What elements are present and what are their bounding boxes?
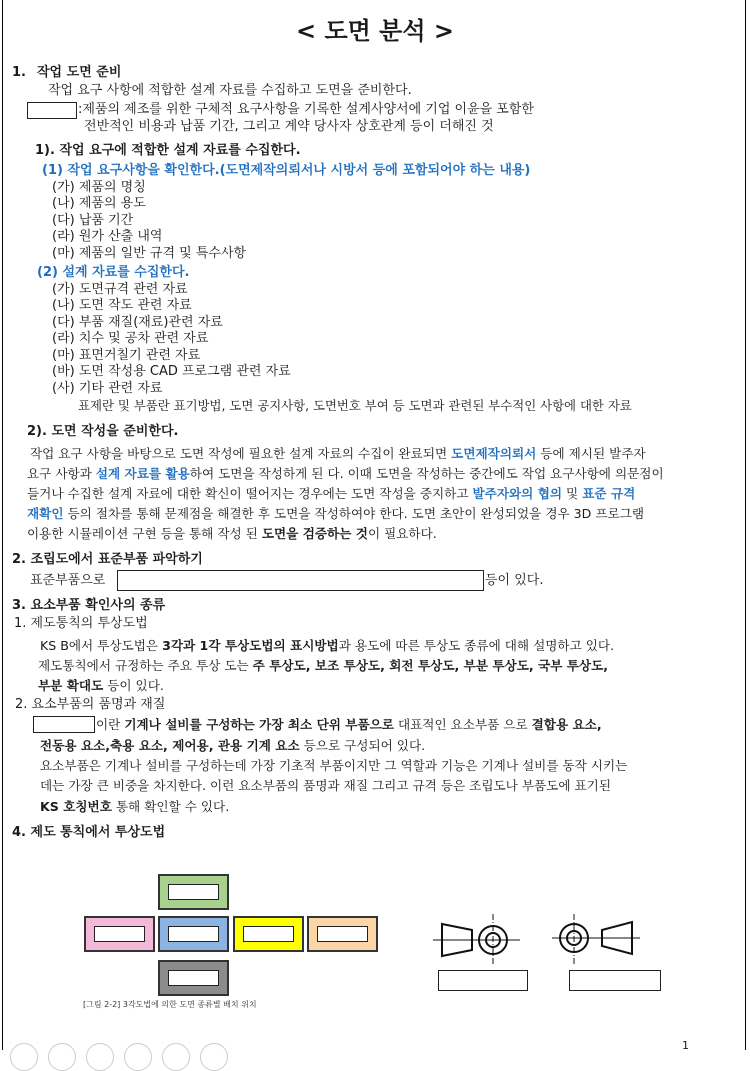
item-2-note: 표제란 및 부품란 표기방법, 도면 공지사항, 도면번호 부여 등 도면과 관련된 부수적인 사항에 대한 자료 <box>78 398 632 413</box>
top-view-label-slot <box>168 884 219 900</box>
list-item: (사) 기타 관련 자료 <box>52 381 163 396</box>
section-3-heading: 3. 요소부품 확인사의 종류 <box>12 598 166 613</box>
rear-view-box <box>307 916 378 952</box>
paragraph-line: 이란 기계나 설비를 구성하는 가장 최소 단위 부품으로 대표적인 요소부품 으로 결합용 요소, <box>96 717 602 732</box>
list-item: (나) 제품의 용도 <box>52 196 146 211</box>
paragraph-line: 데는 가장 큰 비중을 차지한다. 이런 요소부품의 품명과 재질 그리고 규격 등은 조립도나 부품도에 표기된 <box>40 778 612 793</box>
paragraph-line: 전동용 요소,축용 요소, 제어용, 관용 기계 요소 등으로 구성되어 있다. <box>40 738 426 753</box>
paragraph-line: 부분 확대도 등이 있다. <box>38 678 164 693</box>
decorative-circle <box>200 1043 228 1071</box>
front-view-box <box>158 916 229 952</box>
standard-parts-answer-box[interactable] <box>117 570 484 591</box>
definition-line-1: :제품의 제조를 위한 구체적 요구사항을 기록한 설계사양서에 기업 이윤을 포함한 <box>78 102 534 117</box>
list-item: (가) 제품의 명칭 <box>52 180 146 195</box>
paragraph-line: 요소부품은 기계나 설비를 구성하는데 가장 기초적 부품이지만 그 역할과 기능은 기계나 설비를 동작 시키는 <box>40 758 628 773</box>
figure-caption: [그림 2-2] 3각도법에 의한 도면 종류별 배치 위치 <box>83 1000 257 1009</box>
section-3-sub1: 1. 제도통칙의 투상도법 <box>14 616 148 631</box>
right-view-label-slot <box>243 926 294 942</box>
list-item: (바) 도면 작성용 CAD 프로그램 관련 자료 <box>52 364 291 379</box>
definition-line-2: 전반적인 비용과 납품 기간, 그리고 계약 당사자 상호관계 등이 더해진 것 <box>84 119 494 134</box>
page-border-left <box>2 0 3 1050</box>
page-number: 1 <box>682 1039 689 1052</box>
section-1-number: 1. <box>12 65 26 80</box>
blank-answer-box[interactable] <box>27 102 77 119</box>
paragraph-line: 작업 요구 사항을 바탕으로 도면 작성에 필요한 설계 자료의 수집이 완료되면 도면제작의뢰서 등에 제시된 발주자 <box>30 446 646 461</box>
list-item: (나) 도면 작도 관련 자료 <box>52 298 192 313</box>
paragraph-line: KS B에서 투상도법은 3각과 1각 투상도법의 표시방법과 용도에 따른 투상도 종류에 대해 설명하고 있다. <box>40 638 615 653</box>
decorative-circle <box>162 1043 190 1071</box>
left-view-label-slot <box>94 926 145 942</box>
item-1-title: (1) 작업 요구사항을 확인한다.(도면제작의뢰서나 시방서 등에 포함되어야 하는 내용) <box>42 163 531 178</box>
section-2-pre: 표준부품으로 <box>30 573 106 588</box>
section-1-intro: 작업 요구 사항에 적합한 설계 자료를 수집하고 도면을 준비한다. <box>48 83 412 98</box>
list-item: (마) 제품의 일반 규격 및 특수사항 <box>52 246 247 261</box>
section-1-heading: 작업 도면 준비 <box>37 65 122 80</box>
section-3-sub2: 2. 요소부품의 품명과 재질 <box>15 697 166 712</box>
projection-answer-box-1[interactable] <box>438 970 528 991</box>
section-2-post: 등이 있다. <box>485 573 544 588</box>
decorative-circle <box>86 1043 114 1071</box>
bottom-view-box <box>158 960 229 996</box>
section-2-heading: 2. 조립도에서 표준부품 파악하기 <box>12 552 203 567</box>
page-title: < 도면 분석 > <box>295 17 455 45</box>
left-view-box <box>84 916 155 952</box>
paragraph-line: KS 호칭번호 통해 확인할 수 있다. <box>40 799 230 814</box>
list-item: (라) 치수 및 공차 관련 자료 <box>52 331 209 346</box>
subsection-1-title: 1). 작업 요구에 적합한 설계 자료를 수집한다. <box>35 143 301 158</box>
right-view-box <box>233 916 304 952</box>
decorative-circle <box>10 1043 38 1071</box>
section-4-heading: 4. 제도 통칙에서 투상도법 <box>12 825 166 840</box>
list-item: (다) 납품 기간 <box>52 213 134 228</box>
bottom-view-label-slot <box>168 970 219 986</box>
list-item: (가) 도면규격 관련 자료 <box>52 282 188 297</box>
paragraph-line: 제도통칙에서 규정하는 주요 투상 도는 주 투상도, 보조 투상도, 회전 투상도, 부분 투상도, 국부 투상도, <box>38 658 609 673</box>
item-2-title: (2) 설계 자료를 수집한다. <box>37 265 190 280</box>
subsection-2-title: 2). 도면 작성을 준비한다. <box>27 424 179 439</box>
paragraph-line: 이용한 시뮬레이션 구현 등을 통해 작성 된 도면을 검증하는 것이 필요하다. <box>27 526 437 541</box>
decorative-circle <box>124 1043 152 1071</box>
paragraph-line: 들거나 수집한 설계 자료에 대한 확신이 떨어지는 경우에는 도면 작성을 중지하고 발주자와의 협의 및 표준 규격 <box>27 486 636 501</box>
page-border-right <box>745 0 746 1050</box>
front-view-label-slot <box>168 926 219 942</box>
rear-view-label-slot <box>317 926 368 942</box>
top-view-box <box>158 874 229 910</box>
projection-symbol-first <box>430 912 530 968</box>
decorative-circle <box>48 1043 76 1071</box>
list-item: (다) 부품 재질(재료)관련 자료 <box>52 315 223 330</box>
element-parts-answer-box[interactable] <box>33 716 95 733</box>
projection-symbol-second <box>552 912 642 968</box>
paragraph-line: 요구 사항과 설계 자료를 활용하여 도면을 작성하게 된 다. 이때 도면을 작성하는 중간에도 작업 요구사항에 의문점이 <box>27 466 664 481</box>
list-item: (라) 원가 산출 내역 <box>52 229 163 244</box>
paragraph-line: 재확인 등의 절차를 통해 문제점을 해결한 후 도면을 작성하여야 한다. 도면 초안이 완성되었을 경우 3D 프로그램 <box>27 506 645 521</box>
projection-answer-box-2[interactable] <box>569 970 661 991</box>
list-item: (마) 표면거칠기 관련 자료 <box>52 348 201 363</box>
